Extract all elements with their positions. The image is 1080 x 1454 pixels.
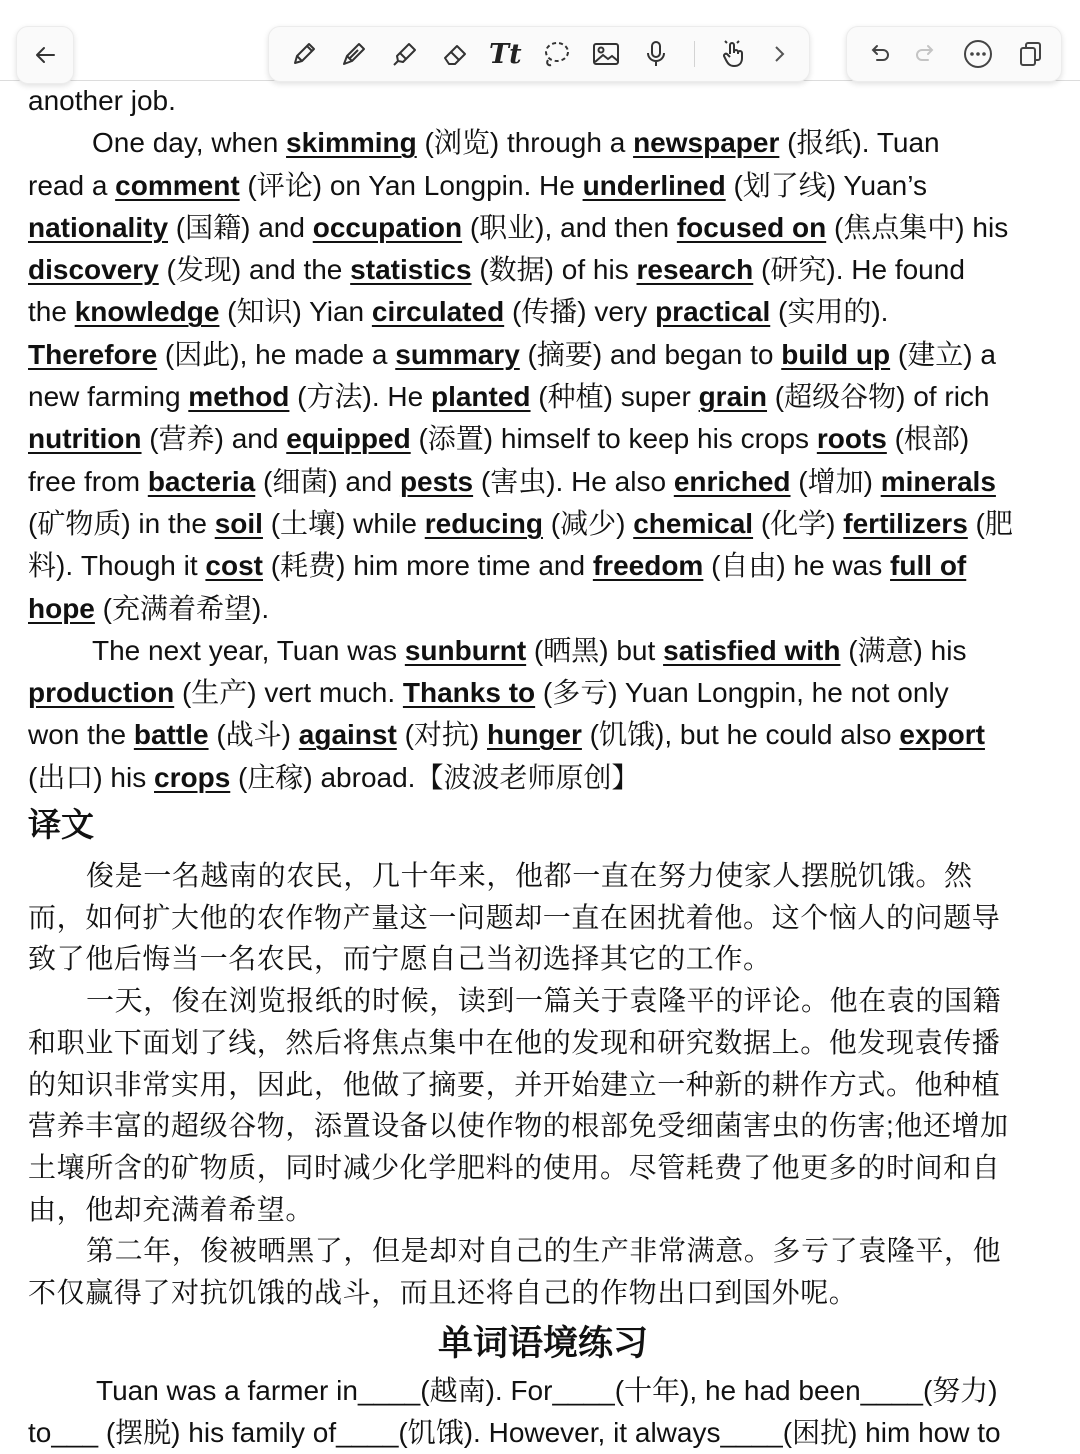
vocab-word: hope: [28, 592, 95, 624]
vocab-word: knowledge: [74, 296, 220, 328]
arrow-left-icon[interactable]: [32, 42, 58, 68]
vocab-word: skimming: [286, 127, 417, 159]
eraser-icon[interactable]: [439, 38, 471, 70]
passage-line: discovery (发现) and the statistics (数据) of his research (研究). He found: [28, 254, 965, 286]
vocab-word: build up: [781, 338, 891, 370]
translation-line: 不仅赢得了对抗饥饿的战斗，而且还将自己的作物出口到国外呢。: [28, 1277, 858, 1309]
vocab-word: circulated: [371, 296, 505, 328]
passage-line: One day, when skimming (浏览) through a newspaper (报纸). Tuan: [92, 127, 940, 159]
vocab-word: method: [188, 381, 290, 413]
translation-line: 而，如何扩大他的农作物产量这一问题却一直在困扰着他。这个恼人的问题导: [28, 901, 1001, 933]
passage-line: won the battle (战斗) against (对抗) hunger (饥饿), but he could also export: [28, 719, 985, 751]
vocab-word: minerals: [880, 465, 996, 497]
redo-icon[interactable]: [913, 40, 941, 68]
passage-line: read a comment (评论) on Yan Longpin. He underlined (划了线) Yuan’s: [28, 169, 927, 201]
lasso-icon[interactable]: [540, 38, 572, 70]
back-button-pill[interactable]: [16, 26, 74, 84]
passage-line: 料). Though it cost (耗费) him more time and freedom (自由) he was full of: [28, 550, 967, 582]
vocab-word: crops: [154, 761, 231, 793]
vocab-word: chemical: [633, 507, 754, 539]
vocab-word: focused on: [676, 211, 827, 243]
translation-line: 和职业下面划了线，然后将焦点集中在他的发现和研究数据上。他发现袁传播: [28, 1026, 1001, 1058]
chevron-right-icon[interactable]: [768, 43, 790, 65]
vocab-word: nationality: [28, 211, 169, 243]
vocab-word: equipped: [286, 423, 411, 455]
vocab-word: full of: [890, 550, 967, 582]
vocab-word: grain: [698, 381, 768, 413]
translation-line: 一天，俊在浏览报纸的时候，读到一篇关于袁隆平的评论。他在袁的国籍: [86, 985, 1002, 1017]
passage-line: production (生产) vert much. Thanks to (多亏) Yuan Longpin, he not only: [28, 677, 949, 709]
translation-line: 致了他后悔当一名农民，而宁愿自己当初选择其它的工作。: [28, 943, 772, 975]
exercise-line: Tuan was a farmer in____(越南). For____(十年), he had been____(努力): [96, 1374, 998, 1406]
image-icon[interactable]: [590, 38, 622, 70]
document-page: [28, 80, 1058, 1454]
vocab-word: discovery: [28, 254, 159, 286]
more-icon[interactable]: [962, 38, 994, 70]
vocab-word: Therefore: [28, 338, 158, 370]
vocab-word: export: [899, 719, 985, 751]
tools-pill: [268, 26, 810, 82]
undo-icon[interactable]: [864, 40, 892, 68]
vocab-word: statistics: [350, 254, 472, 286]
english-passage: [28, 80, 1058, 799]
vocab-word: summary: [395, 338, 520, 370]
translation-line: 的知识非常实用，因此，他做了摘要，并开始建立一种新的耕作方式。他种植: [28, 1068, 1001, 1100]
vocab-word: research: [636, 254, 754, 286]
exercise-heading: 单词语境练习: [437, 1323, 648, 1363]
passage-line: Therefore (因此), he made a summary (摘要) and began to build up (建立) a: [28, 338, 996, 370]
passage-line: The next year, Tuan was sunburnt (晒黑) but satisfied with (满意) his: [92, 634, 967, 666]
vocab-word: production: [28, 677, 175, 709]
passage-line: another job.: [28, 85, 176, 116]
translation-line: 第二年，俊被晒黑了，但是却对自己的生产非常满意。多亏了袁隆平，他: [86, 1235, 1002, 1267]
actions-pill: [846, 26, 1062, 82]
hand-pointer-icon[interactable]: [718, 38, 750, 70]
vocab-word: practical: [655, 296, 771, 328]
vocab-word: newspaper: [633, 127, 780, 159]
passage-line: free from bacteria (细菌) and pests (害虫). He also enriched (增加) minerals: [28, 465, 996, 497]
translation-line: 由，他却充满着希望。: [28, 1193, 315, 1225]
top-toolbar: [0, 0, 1080, 82]
vocab-word: comment: [115, 169, 240, 201]
passage-line: (出口) his crops (庄稼) abroad.【波波老师原创】: [28, 761, 640, 793]
vocab-word: reducing: [424, 507, 543, 539]
translation-line: 俊是一名越南的农民，几十年来，他都一直在努力使家人摆脱饥饿。然: [86, 860, 973, 892]
vocab-word: occupation: [312, 211, 463, 243]
passage-line: hope (充满着希望).: [28, 592, 270, 624]
vocab-word: bacteria: [147, 465, 256, 497]
vocab-word: sunburnt: [404, 634, 527, 666]
toolbar-separator: [694, 41, 695, 67]
vocab-word: satisfied with: [663, 634, 841, 666]
highlighter-icon[interactable]: [389, 38, 421, 70]
vocab-word: hunger: [487, 719, 582, 751]
vocab-word: soil: [214, 507, 263, 539]
translation-line: 土壤所含的矿物质，同时减少化学肥料的使用。尽管耗费了他更多的时间和自: [28, 1151, 1001, 1183]
vocab-word: planted: [430, 381, 531, 413]
passage-line: (矿物质) in the soil (土壤) while reducing (减少) chemical (化学) fertilizers (肥: [28, 507, 1013, 539]
translation-heading: 译文: [28, 806, 94, 844]
exercise-line: to___ (摆脱) his family of____(饥饿). However, it always____(困扰) him how to: [28, 1416, 1001, 1448]
pencil-icon[interactable]: [288, 38, 320, 70]
chinese-translation: [28, 855, 1058, 1314]
text-tool-icon[interactable]: Tt: [488, 38, 522, 70]
pages-icon[interactable]: [1015, 39, 1045, 69]
vocab-word: underlined: [582, 169, 726, 201]
vocab-word: nutrition: [28, 423, 142, 455]
passage-line: nationality (国籍) and occupation (职业), and then focused on (焦点集中) his: [28, 211, 1009, 243]
microphone-icon[interactable]: [640, 38, 672, 70]
vocab-word: cost: [205, 550, 263, 582]
vocab-word: enriched: [673, 465, 791, 497]
vocab-word: against: [298, 719, 397, 751]
vocab-word: roots: [816, 423, 887, 455]
translation-line: 营养丰富的超级谷物，添置设备以使作物的根部免受细菌害虫的伤害;他还增加: [28, 1110, 1009, 1142]
passage-line: nutrition (营养) and equipped (添置) himself to keep his crops roots (根部): [28, 423, 970, 455]
vocab-word: pests: [399, 465, 474, 497]
vocab-word: freedom: [592, 550, 704, 582]
passage-line: the knowledge (知识) Yian circulated (传播) very practical (实用的).: [28, 296, 889, 328]
pen-icon[interactable]: [338, 38, 370, 70]
passage-line: new farming method (方法). He planted (种植) super grain (超级谷物) of rich: [28, 381, 990, 413]
exercise-passage: [28, 1370, 1058, 1454]
vocab-word: battle: [133, 719, 209, 751]
vocab-word: Thanks to: [402, 677, 536, 709]
vocab-word: fertilizers: [843, 507, 968, 539]
